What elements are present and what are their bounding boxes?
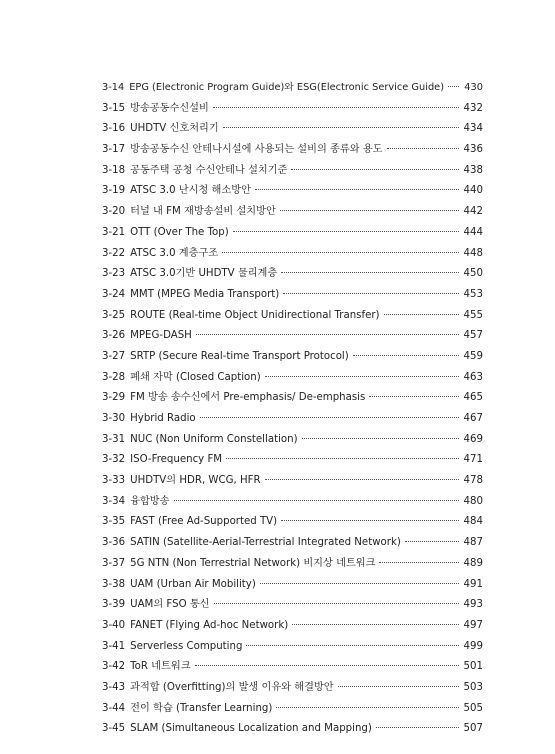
dot-leader — [283, 293, 459, 294]
toc-entry-number: 3-44 — [102, 702, 126, 714]
toc-entry-title: 터널 내 FM 재방송설비 설치방안 — [130, 206, 276, 218]
toc-entry-number: 3-24 — [102, 288, 126, 300]
toc-entry-title: MMT (MPEG Media Transport) — [130, 288, 280, 300]
toc-entry[interactable] — [102, 595, 483, 616]
table-of-contents — [102, 78, 483, 740]
toc-entry[interactable] — [102, 616, 483, 637]
toc-entry-title: ROUTE (Real-time Object Unidirectional Transfer) — [130, 309, 380, 321]
dot-leader — [222, 252, 459, 253]
toc-entry-number: 3-30 — [102, 413, 126, 424]
toc-entry-page-number: 434 — [463, 123, 483, 135]
toc-entry-number: 3-34 — [102, 495, 126, 507]
toc-entry-page-number: 448 — [463, 247, 483, 259]
toc-entry-page-number: 463 — [463, 371, 483, 383]
toc-entry-page-number: 430 — [464, 82, 483, 93]
toc-entry-number: 3-16 — [102, 123, 126, 135]
toc-entry-page-number: 489 — [463, 557, 483, 569]
toc-entry-title: UAM의 FSO 통신 — [130, 599, 210, 611]
toc-entry-number: 3-38 — [102, 578, 126, 590]
toc-entry-title: ATSC 3.0 난시청 해소방안 — [130, 185, 251, 197]
toc-entry-title: 방송공동수신 안테나시설에 사용되는 설비의 종류와 용도 — [130, 144, 383, 156]
dot-leader — [174, 500, 460, 501]
toc-entry-title: SLAM (Simultaneous Localization and Mapping) — [130, 723, 372, 735]
toc-entry-number: 3-33 — [102, 475, 126, 487]
toc-entry[interactable] — [102, 678, 483, 699]
toc-entry[interactable] — [102, 533, 483, 554]
toc-entry-title: EPG (Electronic Program Guide)와 ESG(Electronic Service Guide) — [129, 82, 445, 93]
toc-entry[interactable] — [102, 326, 483, 347]
toc-entry-number: 3-45 — [102, 723, 126, 735]
toc-entry-page-number: 465 — [463, 392, 483, 404]
dot-leader — [405, 541, 459, 542]
dot-leader — [246, 645, 459, 646]
toc-entry[interactable] — [102, 492, 483, 513]
toc-entry-number: 3-27 — [102, 350, 126, 362]
toc-entry-number: 3-17 — [102, 144, 126, 156]
dot-leader — [281, 520, 459, 521]
toc-entry-number: 3-29 — [102, 392, 126, 404]
toc-entry[interactable] — [102, 264, 483, 285]
toc-entry[interactable] — [102, 575, 483, 596]
toc-entry-page-number: 478 — [463, 475, 483, 487]
toc-entry-page-number: 455 — [463, 309, 483, 321]
toc-entry-title: SATIN (Satellite-Aerial-Terrestrial Integrated Network) — [130, 537, 401, 549]
toc-entry-page-number: 497 — [463, 619, 483, 631]
toc-entry-title: Serverless Computing — [130, 640, 243, 652]
toc-entry[interactable] — [102, 119, 483, 140]
toc-entry-number: 3-32 — [102, 454, 126, 466]
dot-leader — [196, 334, 459, 335]
dot-leader — [353, 355, 459, 356]
dot-leader — [214, 603, 459, 604]
dot-leader — [260, 583, 459, 584]
toc-entry[interactable] — [102, 368, 483, 389]
toc-entry-page-number: 436 — [463, 144, 483, 156]
toc-entry-page-number: 467 — [463, 413, 483, 424]
toc-entry-number: 3-36 — [102, 537, 126, 549]
toc-entry-page-number: 457 — [463, 330, 483, 342]
toc-entry-page-number: 493 — [463, 599, 483, 611]
toc-entry[interactable] — [102, 161, 483, 182]
dot-leader — [226, 458, 459, 459]
toc-entry-page-number: 471 — [463, 454, 483, 466]
toc-entry-page-number: 487 — [463, 537, 483, 549]
toc-entry-number: 3-18 — [102, 164, 126, 176]
toc-entry[interactable] — [102, 699, 483, 720]
toc-entry-page-number: 501 — [463, 661, 483, 673]
toc-entry-page-number: 499 — [463, 640, 483, 652]
toc-entry[interactable] — [102, 430, 483, 451]
dot-leader — [376, 727, 459, 728]
dot-leader — [255, 189, 459, 190]
toc-entry-title: OTT (Over The Top) — [130, 226, 229, 238]
toc-entry[interactable] — [102, 471, 483, 492]
toc-entry[interactable] — [102, 181, 483, 202]
dot-leader — [265, 479, 459, 480]
dot-leader — [302, 438, 459, 439]
dot-leader — [233, 231, 459, 232]
toc-entry-number: 3-39 — [102, 599, 126, 611]
toc-entry-number: 3-31 — [102, 433, 126, 445]
dot-leader — [276, 707, 459, 708]
toc-entry[interactable] — [102, 223, 483, 244]
toc-entry-page-number: 453 — [463, 288, 483, 300]
dot-leader — [369, 396, 459, 397]
toc-entry-title: 방송공동수신설비 — [130, 102, 209, 114]
toc-entry-number: 3-28 — [102, 371, 126, 383]
toc-entry-page-number: 505 — [463, 702, 483, 714]
dot-leader — [338, 686, 459, 687]
dot-leader — [280, 210, 459, 211]
toc-entry[interactable] — [102, 719, 483, 740]
toc-entry-title: 과적합 (Overfitting)의 발생 이유와 해결방안 — [130, 681, 334, 693]
toc-entry-page-number: 459 — [463, 350, 483, 362]
toc-entry-title: UHDTV의 HDR, WCG, HFR — [130, 475, 261, 487]
toc-entry[interactable] — [102, 78, 483, 99]
toc-entry-title: ToR 네트워크 — [130, 661, 191, 673]
toc-entry-page-number: 469 — [463, 433, 483, 445]
dot-leader — [379, 562, 459, 563]
toc-entry-title: SRTP (Secure Real-time Transport Protocol) — [130, 350, 349, 362]
toc-entry-title: 공동주택 공청 수신안테나 설치기준 — [130, 164, 288, 176]
toc-entry[interactable] — [102, 244, 483, 265]
toc-entry-number: 3-21 — [102, 226, 126, 238]
dot-leader — [387, 148, 459, 149]
toc-entry-number: 3-19 — [102, 185, 126, 197]
toc-entry[interactable] — [102, 202, 483, 223]
toc-entry-title: FAST (Free Ad-Supported TV) — [130, 516, 278, 528]
toc-entry[interactable] — [102, 99, 483, 120]
toc-entry-title: FM 방송 송수신에서 Pre-emphasis/ De-emphasis — [130, 392, 366, 404]
toc-entry-page-number: 480 — [463, 495, 483, 507]
toc-entry-page-number: 440 — [463, 185, 483, 197]
toc-entry[interactable] — [102, 140, 483, 161]
dot-leader — [200, 417, 459, 418]
dot-leader — [281, 272, 459, 273]
toc-entry-number: 3-15 — [102, 102, 126, 114]
toc-entry-title: 폐쇄 자막 (Closed Caption) — [130, 371, 261, 383]
toc-entry-number: 3-43 — [102, 681, 126, 693]
toc-entry[interactable] — [102, 347, 483, 368]
toc-entry-title: Hybrid Radio — [130, 413, 196, 424]
toc-entry[interactable] — [102, 388, 483, 409]
dot-leader — [448, 86, 459, 87]
toc-entry-number: 3-40 — [102, 619, 126, 631]
toc-entry-number: 3-14 — [102, 82, 125, 93]
toc-entry-number: 3-23 — [102, 268, 126, 280]
dot-leader — [195, 665, 459, 666]
toc-entry-number: 3-42 — [102, 661, 126, 673]
toc-entry-title: ATSC 3.0기반 UHDTV 물리계층 — [130, 268, 278, 280]
toc-entry-number: 3-37 — [102, 557, 126, 569]
toc-entry-title: ISO-Frequency FM — [130, 454, 223, 466]
toc-entry[interactable] — [102, 554, 483, 575]
toc-entry-title: 전이 학습 (Transfer Learning) — [130, 702, 273, 714]
toc-entry-number: 3-22 — [102, 247, 126, 259]
toc-entry-page-number: 507 — [463, 723, 483, 735]
toc-entry-page-number: 442 — [463, 206, 483, 218]
toc-entry-page-number: 503 — [463, 681, 483, 693]
toc-entry-page-number: 444 — [463, 226, 483, 238]
toc-entry-number: 3-41 — [102, 640, 126, 652]
dot-leader — [265, 376, 459, 377]
toc-entry-title: NUC (Non Uniform Constellation) — [130, 433, 298, 445]
toc-entry-number: 3-25 — [102, 309, 126, 321]
toc-entry-number: 3-20 — [102, 206, 126, 218]
toc-entry-number: 3-35 — [102, 516, 126, 528]
toc-entry-title: ATSC 3.0 계층구조 — [130, 247, 219, 259]
toc-entry-title: 5G NTN (Non Terrestrial Network) 비지상 네트워크 — [130, 557, 376, 569]
toc-entry[interactable] — [102, 657, 483, 678]
dot-leader — [291, 169, 459, 170]
toc-entry-title: MPEG-DASH — [130, 330, 192, 342]
toc-entry-title: UAM (Urban Air Mobility) — [130, 578, 256, 590]
toc-entry[interactable] — [102, 512, 483, 533]
toc-entry-page-number: 491 — [463, 578, 483, 590]
toc-entry-title: UHDTV 신호처리기 — [130, 123, 219, 135]
toc-entry[interactable] — [102, 306, 483, 327]
toc-entry[interactable] — [102, 285, 483, 306]
toc-entry-number: 3-26 — [102, 330, 126, 342]
toc-entry[interactable] — [102, 637, 483, 658]
toc-entry-page-number: 484 — [463, 516, 483, 528]
dot-leader — [213, 107, 459, 108]
dot-leader — [223, 127, 459, 128]
dot-leader — [292, 624, 459, 625]
toc-entry[interactable] — [102, 450, 483, 471]
toc-entry-page-number: 438 — [463, 164, 483, 176]
toc-entry[interactable] — [102, 409, 483, 430]
toc-entry-page-number: 450 — [463, 268, 483, 280]
toc-entry-title: 융합방송 — [130, 495, 170, 507]
toc-entry-title: FANET (Flying Ad-hoc Network) — [130, 619, 289, 631]
toc-entry-page-number: 432 — [463, 102, 483, 114]
dot-leader — [384, 314, 460, 315]
